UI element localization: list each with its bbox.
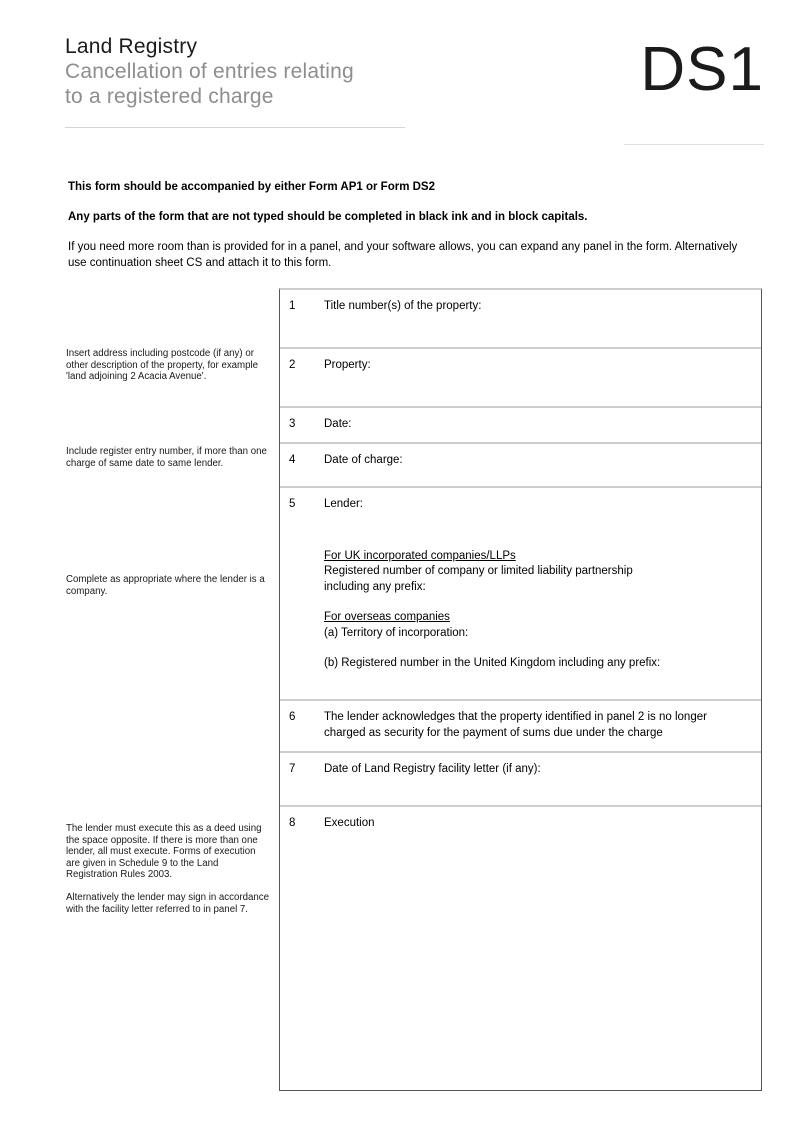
form-title-line-2: to a registered charge [65, 85, 274, 108]
panel-2-label: Property: [324, 359, 371, 371]
panel-5-uk-companies-heading: For UK incorporated companies/LLPs [324, 549, 516, 562]
margin-note-charge-text: Include register entry number, if more than one charge of same date to same lender. [66, 446, 267, 469]
panel-8-number: 8 [289, 817, 296, 829]
margin-note-charge [66, 446, 271, 469]
panel-5-uk-companies-line-2: including any prefix: [324, 580, 426, 593]
brand-title-block [65, 34, 410, 109]
panel-2-content [324, 358, 751, 374]
form-title-line-1: Cancellation of entries relating [65, 60, 354, 83]
margin-note-property [66, 348, 271, 383]
form-code-divider-rule [624, 144, 764, 145]
panel-5-overseas-territory: (a) Territory of incorporation: [324, 626, 469, 639]
panel-5-spacer-1 [324, 595, 751, 610]
margin-note-execution-deed: The lender must execute this as a deed using the space opposite. If there is more than one lender, all must execute. Forms of execution are given in Schedule 9 to the Land Registration Rules 2003. [66, 823, 262, 881]
panel-expansion-note: If you need more room than is provided for in a panel, and your software allows, you can expand any panel in the form. Alternatively use continuation sheet CS and attach it to this form. [68, 241, 738, 269]
panel-8-content [324, 816, 751, 832]
header-divider-rule [65, 127, 405, 128]
panel-7-number: 7 [289, 763, 296, 775]
panel-3-number: 3 [289, 418, 296, 430]
panel-5-lender[interactable] [280, 488, 761, 701]
panel-6-acknowledgement[interactable] [280, 701, 761, 753]
panel-5-label: Lender: [324, 498, 364, 510]
panel-5-content [324, 497, 751, 672]
panel-2-number: 2 [289, 359, 296, 371]
panel-4-date-of-charge[interactable] [280, 444, 761, 488]
panel-6-content [324, 710, 751, 741]
panel-3-label: Date: [324, 418, 352, 430]
panel-1-number: 1 [289, 300, 296, 312]
panel-5-spacer-2 [324, 641, 751, 656]
margin-note-lender-text: Complete as appropriate where the lender is a company. [66, 574, 265, 597]
introductory-instructions [68, 180, 754, 271]
panel-5-overseas-uk-number: (b) Registered number in the United Kingdom including any prefix: [324, 657, 661, 669]
margin-note-lender [66, 574, 271, 597]
panel-3-date[interactable] [280, 408, 761, 444]
panel-4-number: 4 [289, 454, 296, 466]
panel-5-uk-companies-line-1: Registered number of company or limited liability partnership [324, 565, 633, 577]
accompanying-form-note: This form should be accompanied by either Form AP1 or Form DS2 [68, 181, 436, 193]
panel-5-number: 5 [289, 498, 296, 510]
panel-6-number: 6 [289, 711, 296, 723]
margin-note-execution-facility-letter: Alternatively the lender may sign in accordance with the facility letter referred to in panel 7. [66, 891, 270, 915]
panel-7-facility-letter-date[interactable] [280, 753, 761, 807]
panel-4-content [324, 453, 751, 469]
panel-5-lender-entry-space[interactable] [324, 513, 751, 549]
panel-8-label: Execution [324, 817, 375, 829]
organisation-name: Land Registry [65, 35, 198, 58]
panel-8-execution[interactable] [280, 807, 761, 1090]
panel-1-title-number[interactable] [280, 290, 761, 349]
panel-7-content [324, 762, 751, 778]
panel-1-label: Title number(s) of the property: [324, 300, 482, 312]
form-panels-table [279, 288, 762, 1091]
panel-5-overseas-companies-heading: For overseas companies [324, 611, 450, 623]
black-ink-note: Any parts of the form that are not typed should be completed in black ink and in block capitals. [68, 211, 588, 223]
panel-1-content [324, 299, 751, 315]
form-code-label: DS1 [640, 35, 764, 104]
panel-6-label: The lender acknowledges that the property identified in panel 2 is no longer charged as security for the payment of sums due under the charge [324, 711, 707, 739]
panel-7-label: Date of Land Registry facility letter (if any): [324, 763, 541, 775]
panel-2-property[interactable] [280, 349, 761, 408]
margin-note-property-text: Insert address including postcode (if any) or other description of the property, for example 'land adjoining 2 Acacia Avenue'. [66, 348, 259, 383]
page-header [0, 0, 800, 165]
panel-3-content [324, 417, 751, 433]
panel-4-label: Date of charge: [324, 454, 403, 466]
margin-note-execution [66, 823, 271, 915]
